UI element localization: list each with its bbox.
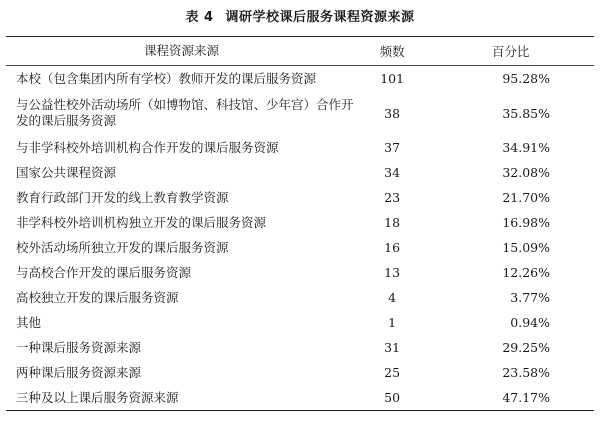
row-source: 高校独立开发的课后服务资源 bbox=[16, 289, 179, 305]
row-source: 与非学科校外培训机构合作开发的课后服务资源 bbox=[16, 139, 279, 155]
row-frequency: 50 bbox=[384, 390, 401, 405]
table-body bbox=[6, 66, 594, 411]
row-source: 三种及以上课后服务资源来源 bbox=[16, 389, 179, 405]
row-percent: 23.58% bbox=[502, 365, 550, 380]
table-row bbox=[6, 385, 594, 411]
row-source: 一种课后服务资源来源 bbox=[16, 339, 142, 355]
table-row bbox=[6, 66, 594, 92]
row-percent: 29.25% bbox=[502, 340, 550, 355]
row-source: 本校（包含集团内所有学校）教师开发的课后服务资源 bbox=[16, 70, 317, 86]
row-frequency: 4 bbox=[388, 290, 397, 305]
header-source: 课程资源来源 bbox=[143, 43, 219, 58]
table-row bbox=[6, 210, 594, 235]
row-frequency: 23 bbox=[384, 190, 401, 205]
row-percent: 32.08% bbox=[502, 165, 550, 180]
row-percent: 34.91% bbox=[502, 140, 550, 155]
row-source: 国家公共课程资源 bbox=[16, 164, 117, 180]
row-percent: 35.85% bbox=[502, 105, 550, 121]
table-row bbox=[6, 135, 594, 160]
row-source: 其他 bbox=[16, 314, 42, 330]
row-percent: 21.70% bbox=[502, 190, 550, 205]
row-source: 校外活动场所独立开发的课后服务资源 bbox=[16, 239, 229, 255]
header-frequency: 频数 bbox=[379, 44, 405, 59]
table-row bbox=[6, 335, 594, 360]
row-percent: 0.94% bbox=[510, 315, 550, 330]
row-percent: 12.26% bbox=[502, 265, 550, 280]
table-row bbox=[6, 285, 594, 310]
row-percent: 47.17% bbox=[502, 390, 550, 405]
row-frequency: 31 bbox=[384, 340, 401, 355]
table-row bbox=[6, 160, 594, 185]
table-row bbox=[6, 310, 594, 335]
row-source: 两种课后服务资源来源 bbox=[16, 364, 142, 380]
row-frequency: 16 bbox=[384, 240, 401, 255]
row-percent: 95.28% bbox=[502, 71, 550, 86]
table-row bbox=[6, 91, 594, 135]
row-frequency: 18 bbox=[384, 215, 401, 230]
row-frequency: 25 bbox=[384, 365, 401, 380]
row-frequency: 1 bbox=[388, 315, 397, 330]
row-percent: 15.09% bbox=[502, 240, 550, 255]
row-source: 教育行政部门开发的线上教育教学资源 bbox=[16, 189, 229, 205]
row-source: 与高校合作开发的课后服务资源 bbox=[16, 264, 192, 280]
table-row bbox=[6, 185, 594, 210]
table-caption bbox=[0, 6, 600, 25]
row-percent: 3.77% bbox=[510, 290, 550, 305]
row-frequency: 34 bbox=[384, 165, 401, 180]
row-frequency: 38 bbox=[384, 105, 401, 121]
row-percent: 16.98% bbox=[502, 215, 550, 230]
table-number: 表 4 bbox=[185, 10, 214, 25]
row-frequency: 37 bbox=[384, 140, 401, 155]
table-row bbox=[6, 360, 594, 385]
row-source: 非学科校外培训机构独立开发的课后服务资源 bbox=[16, 214, 267, 230]
table-title: 调研学校课后服务课程资源来源 bbox=[225, 10, 415, 25]
course-source-table bbox=[6, 36, 594, 411]
row-frequency: 13 bbox=[384, 265, 401, 280]
table-row bbox=[6, 260, 594, 285]
header-percent: 百分比 bbox=[491, 44, 530, 59]
table-row bbox=[6, 235, 594, 260]
row-source: 与公益性校外活动场所（如博物馆、科技馆、少年宫）合作开发的课后服务资源 bbox=[16, 97, 354, 128]
header-row bbox=[6, 37, 594, 66]
row-frequency: 101 bbox=[380, 71, 405, 86]
